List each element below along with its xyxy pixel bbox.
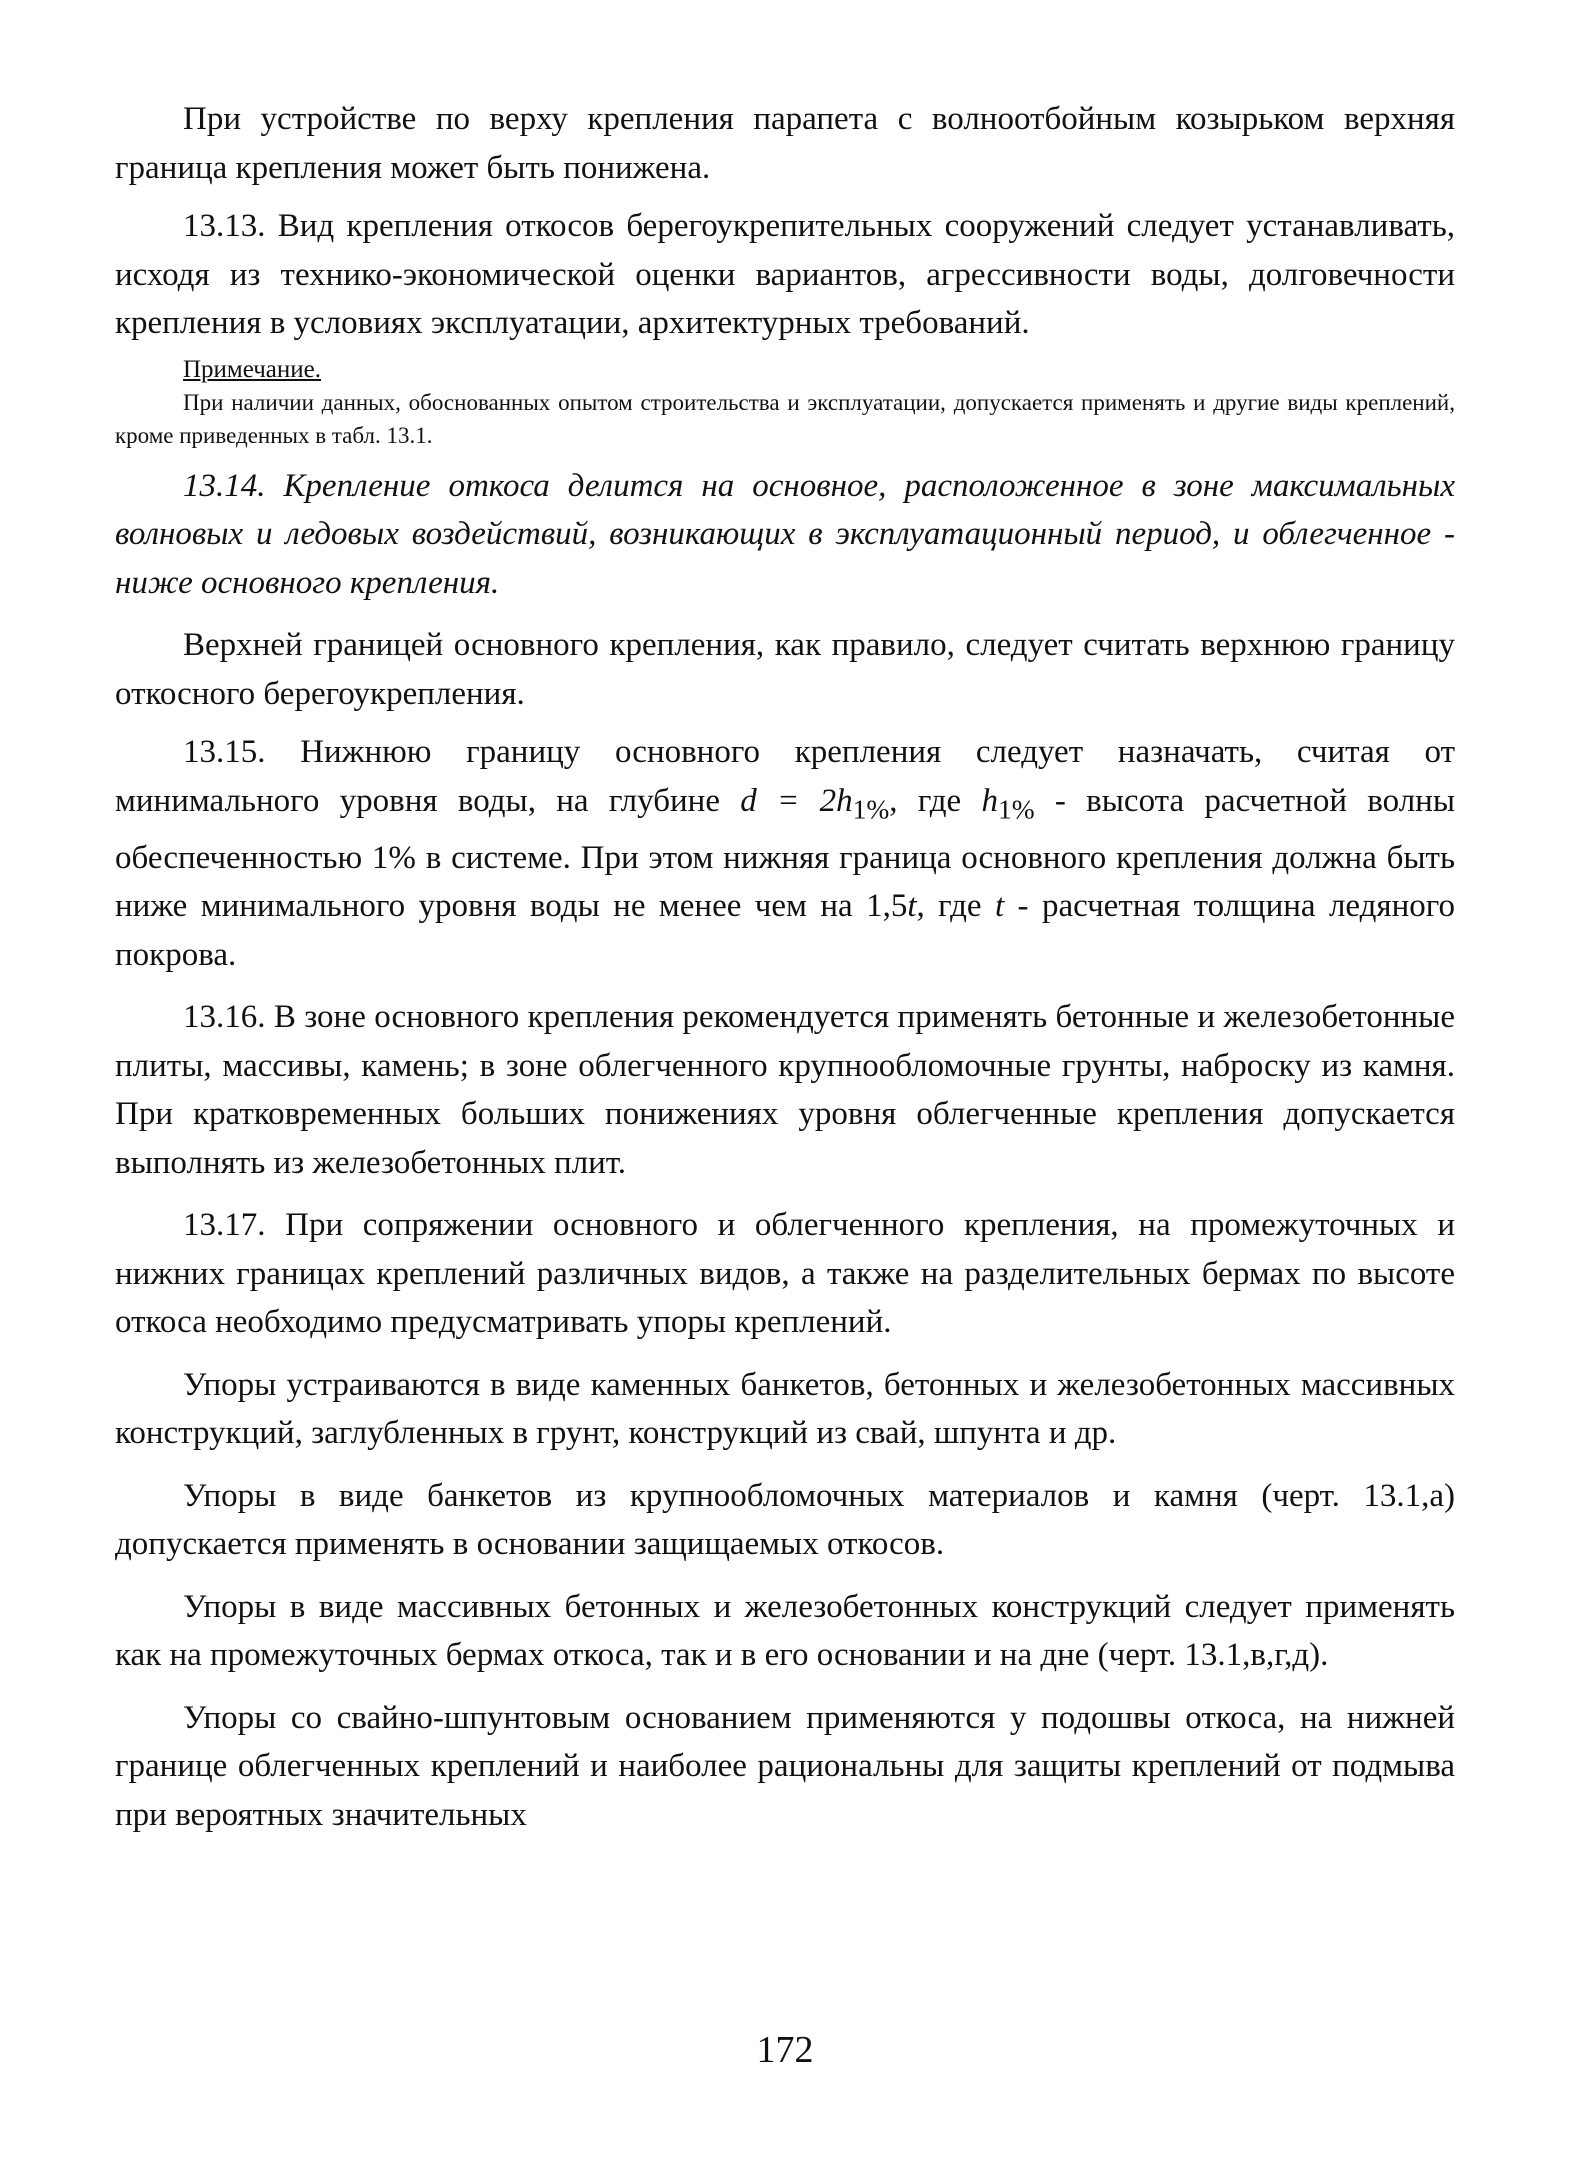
paragraph-13-16: 13.16. В зоне основного крепления рекомендуется применять бетонные и железобетонные плиты, массивы, камень; в зоне облегченного крупнообломочные грунты, наброску из камня. При кратковременных больших понижениях уровня облегченные крепления допускается выполнять из железобетонных плит. bbox=[115, 999, 1455, 1181]
page-number: 172 bbox=[756, 2029, 814, 2071]
note-body: При наличии данных, обоснованных опытом строительства и эксплуатации, допускается применять и другие виды креплений, кроме приведенных в табл. 13.1. bbox=[115, 389, 1455, 448]
formula-ice-thickness-2: t bbox=[994, 888, 1005, 925]
paragraph-supports-types: Упоры устраиваются в виде каменных банкетов, бетонных и железобетонных массивных конструкций, заглубленных в грунт, конструкций из свай, шпунта и др. bbox=[115, 1366, 1455, 1452]
formula-depth-subscript: 1% bbox=[852, 793, 890, 825]
formula-depth: d = 2h bbox=[740, 782, 853, 819]
text-13-15-e: - расчетная толщина ледяного покрова. bbox=[115, 888, 1455, 973]
paragraph-13-14: 13.14. Крепление откоса делится на основное, расположенное в зоне максимальных волновых и ледовых воздействий, возникающих в эксплуатационный период, и облегченное - ниже основного крепления. bbox=[115, 467, 1455, 601]
paragraph-13-17: 13.17. При сопряжении основного и облегченного крепления, на промежуточных и нижних границах креплений различных видов, а также на разделительных бермах по высоте откоса необходимо предусматривать упоры креплений. bbox=[115, 1207, 1455, 1341]
paragraph-supports-banquettes: Упоры в виде банкетов из крупнообломочных материалов и камня (черт. 13.1,а) допускается применять в основании защищаемых откосов. bbox=[115, 1477, 1455, 1563]
text-13-15-a: 13.15. Нижнюю границу основного крепления следует назначать, считая от минимального уровня воды, на глубине bbox=[115, 734, 1455, 819]
document-page bbox=[115, 95, 1455, 1839]
formula-ice-thickness-1: t bbox=[907, 888, 917, 925]
paragraph-parapet: При устройстве по верху крепления парапета с волноотбойным козырьком верхняя граница крепления может быть понижена. bbox=[115, 101, 1455, 186]
text-13-15-b: , где bbox=[889, 782, 982, 819]
paragraph-13-15 bbox=[115, 728, 1455, 979]
formula-wave-height-subscript: 1% bbox=[997, 793, 1035, 825]
text-13-15-c: - высота расчетной волны обеспеченностью 1% в системе. При этом нижняя граница основного крепления должна быть ниже минимального уровня воды не менее чем на 1,5 bbox=[115, 782, 1456, 925]
note-title: Примечание. bbox=[183, 355, 322, 383]
paragraph-13-13: 13.13. Вид крепления откосов берегоукрепительных сооружений следует устанавливать, исходя из технико-экономической оценки вариантов, агрессивности воды, долговечности крепления в условиях эксплуатации, архитектурных требований. bbox=[115, 208, 1455, 341]
formula-wave-height: h bbox=[981, 782, 998, 819]
text-13-15-d: , где bbox=[916, 888, 995, 925]
paragraph-supports-massive: Упоры в виде массивных бетонных и железобетонных конструкций следует применять как на промежуточных бермах откоса, так и в его основании и на дне (черт. 13.1,в,г,д). bbox=[115, 1588, 1455, 1674]
paragraph-upper-boundary: Верхней границей основного крепления, как правило, следует считать верхнюю границу откосного берегоукрепления. bbox=[115, 627, 1455, 712]
paragraph-supports-piles: Упоры со свайно-шпунтовым основанием применяются у подошвы откоса, на нижней границе облегченных креплений и наиболее рациональны для защиты креплений от подмыва при вероятных значительных bbox=[115, 1699, 1455, 1833]
